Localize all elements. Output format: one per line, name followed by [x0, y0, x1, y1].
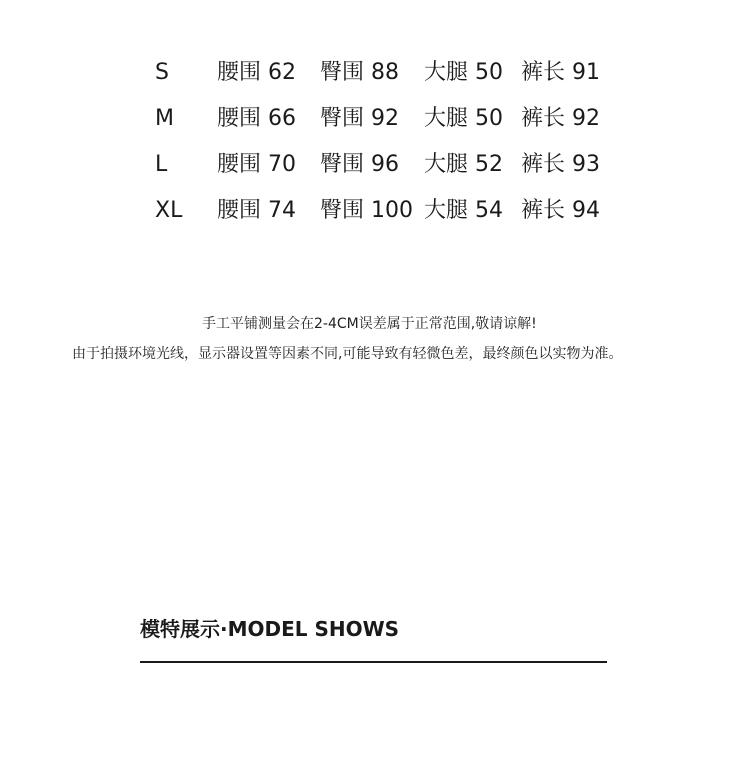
- size-label: M: [155, 106, 174, 131]
- waist-measurement: 腰围 62: [217, 60, 296, 85]
- waist-measurement: 腰围 74: [217, 198, 296, 223]
- hip-measurement: 臀围 100: [320, 198, 413, 223]
- size-label: XL: [155, 198, 183, 223]
- section-title: 模特展示·MODEL SHOWS: [140, 617, 400, 641]
- section-divider: [140, 661, 607, 663]
- length-measurement: 裤长 93: [521, 152, 600, 177]
- length-measurement: 裤长 94: [521, 198, 600, 223]
- thigh-measurement: 大腿 54: [424, 198, 503, 223]
- thigh-measurement: 大腿 52: [424, 152, 503, 177]
- hip-measurement: 臀围 88: [320, 60, 399, 85]
- measurement-error-note: 手工平铺测量会在2-4CM误差属于正常范围,敬请谅解!: [202, 316, 537, 332]
- size-row-m: [150, 96, 620, 142]
- thigh-measurement: 大腿 50: [424, 106, 503, 131]
- size-row-l: [150, 142, 620, 188]
- waist-measurement: 腰围 66: [217, 106, 296, 131]
- size-label: S: [155, 60, 169, 85]
- waist-measurement: 腰围 70: [217, 152, 296, 177]
- size-chart: [150, 50, 620, 234]
- length-measurement: 裤长 91: [521, 60, 600, 85]
- length-measurement: 裤长 92: [521, 106, 600, 131]
- hip-measurement: 臀围 92: [320, 106, 399, 131]
- thigh-measurement: 大腿 50: [424, 60, 503, 85]
- hip-measurement: 臀围 96: [320, 152, 399, 177]
- color-difference-note: 由于拍摄环境光线，显示器设置等因素不同,可能导致有轻微色差，最终颜色以实物为准。: [72, 346, 623, 362]
- size-row-xl: [150, 188, 620, 234]
- size-row-s: [150, 50, 620, 96]
- size-label: L: [155, 152, 168, 177]
